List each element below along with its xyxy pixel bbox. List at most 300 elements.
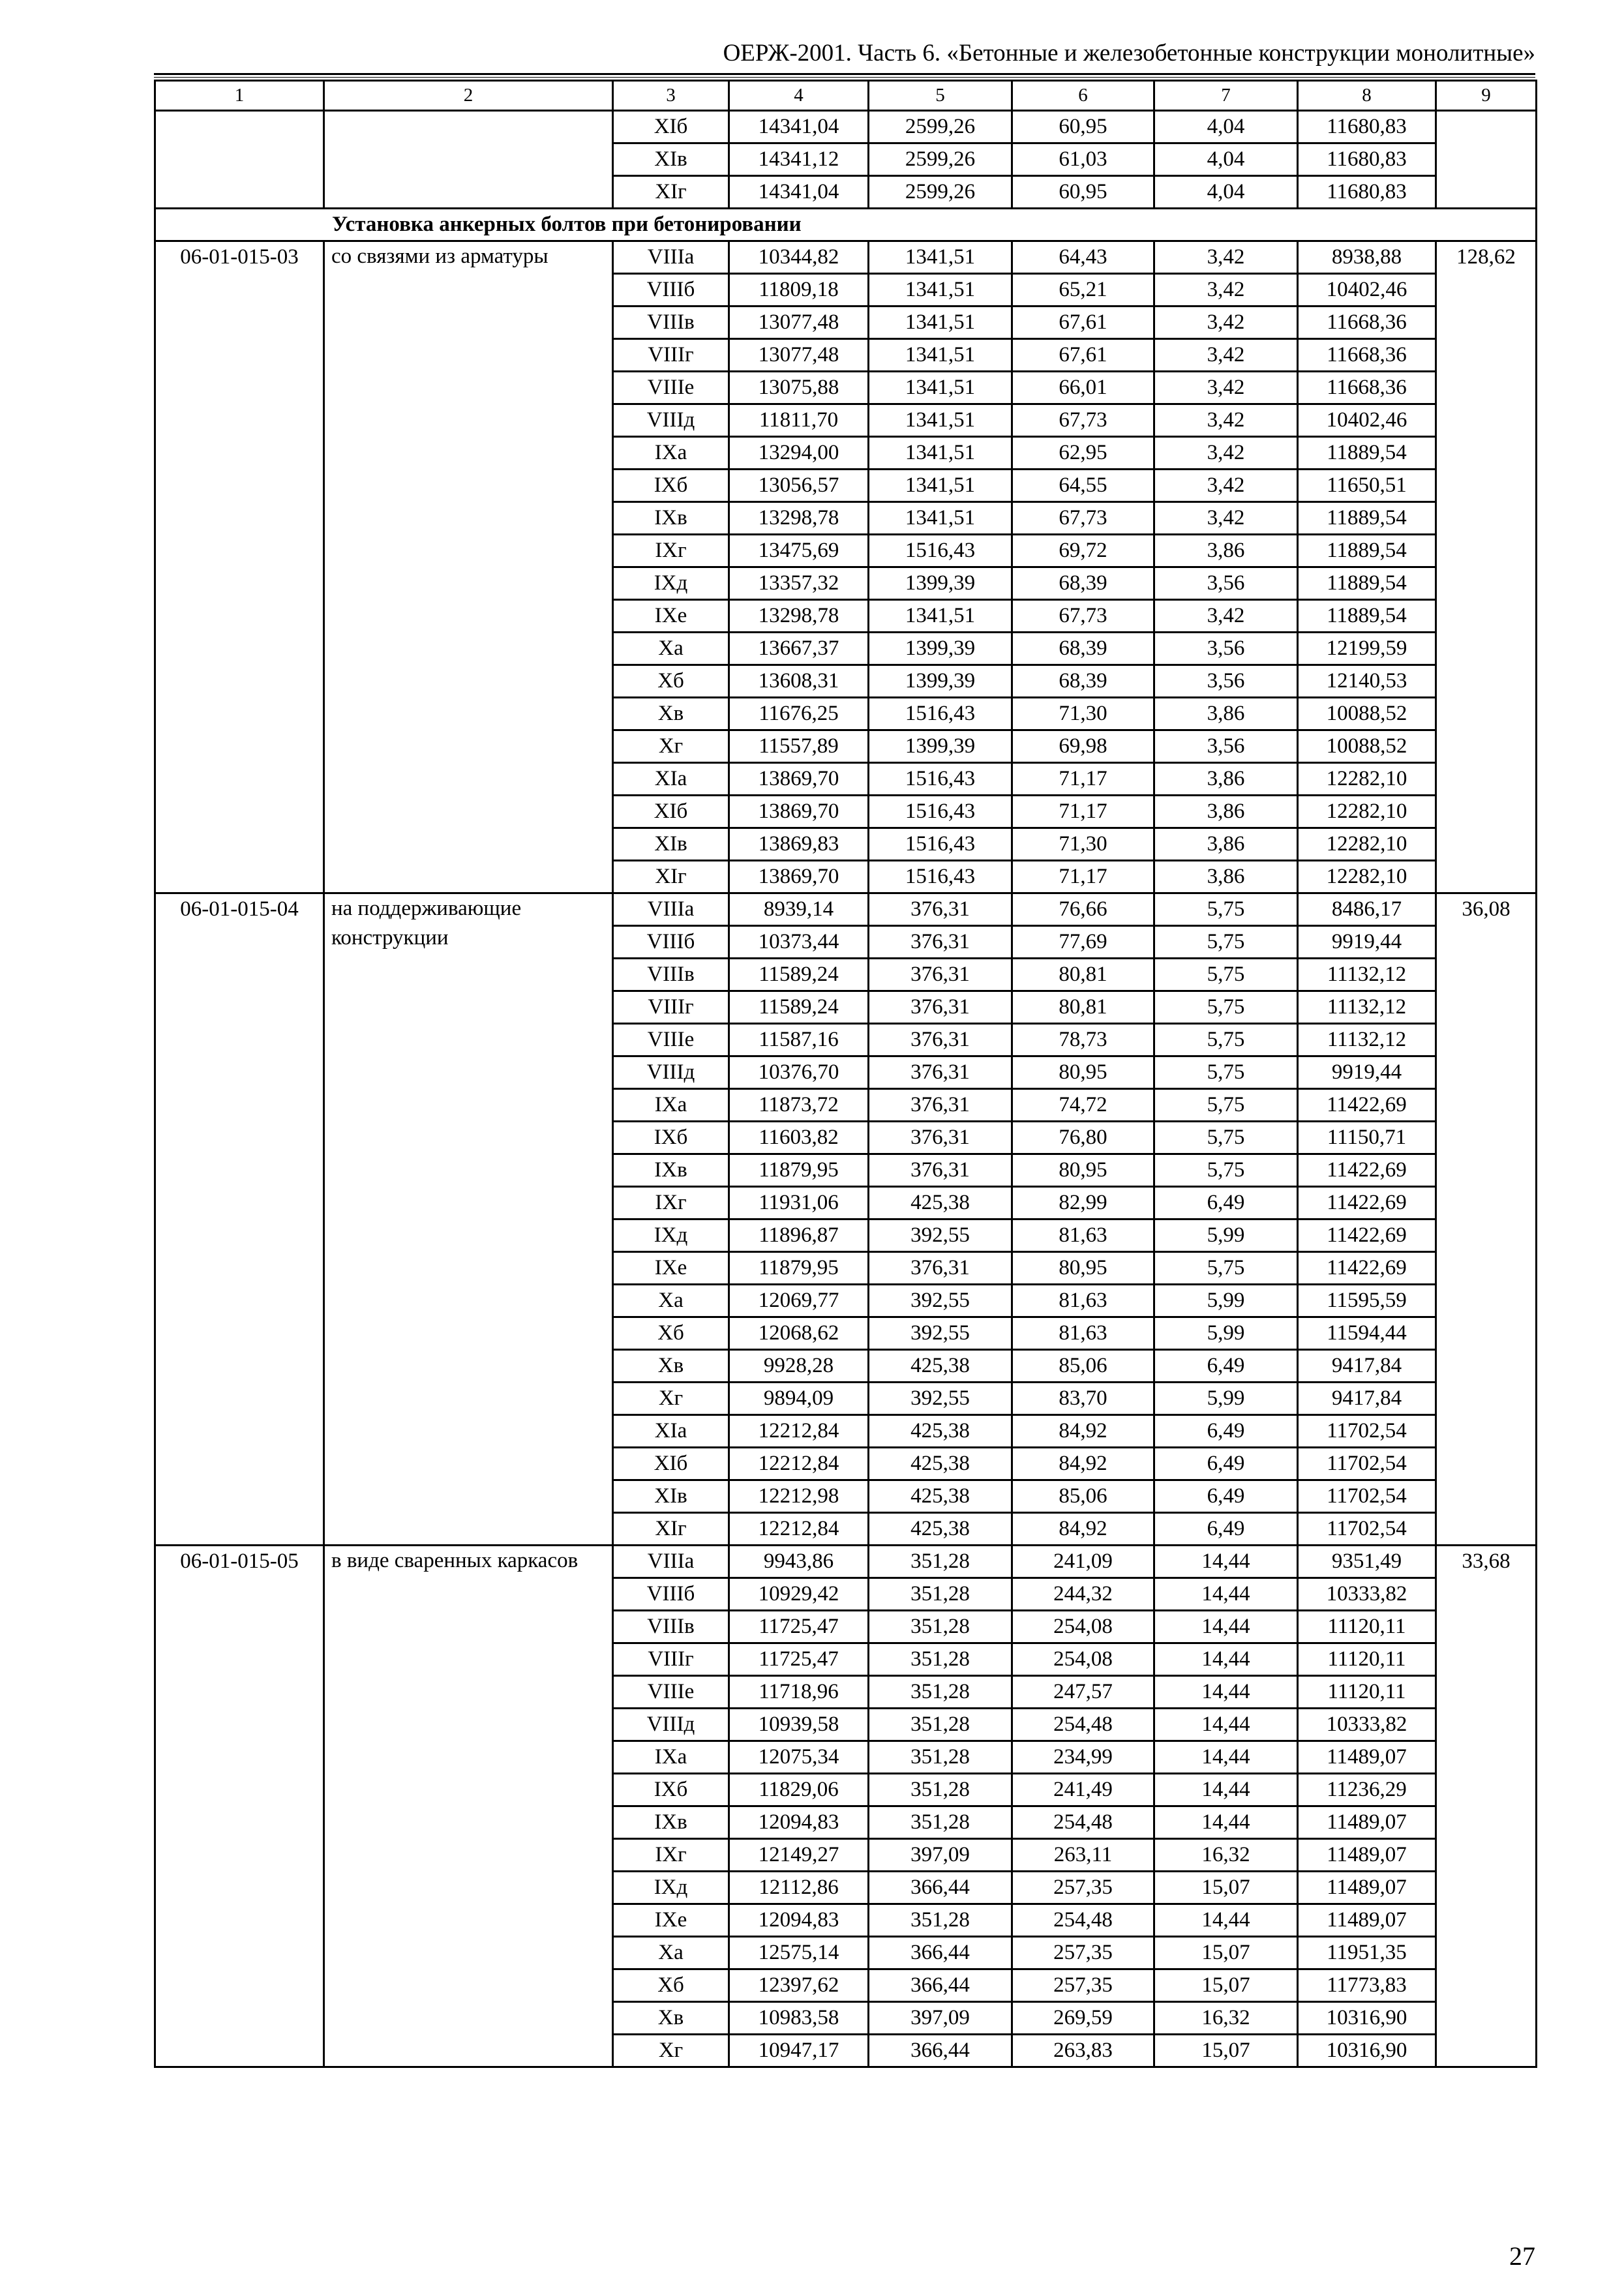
region-code: Xв xyxy=(613,1350,729,1383)
materials-cost: 9919,44 xyxy=(1298,926,1436,959)
region-code: IXв xyxy=(613,1154,729,1187)
wages: 351,28 xyxy=(869,1676,1012,1709)
machine-cost: 74,72 xyxy=(1012,1089,1154,1122)
table-row xyxy=(155,1546,1537,1578)
machine-cost: 67,73 xyxy=(1012,404,1154,437)
norm-cell xyxy=(1436,111,1537,209)
machinist-wages: 3,42 xyxy=(1154,600,1298,633)
item-name: на поддерживающие конструкции xyxy=(324,893,613,1546)
machine-cost: 247,57 xyxy=(1012,1676,1154,1709)
wages: 1399,39 xyxy=(869,633,1012,665)
materials-cost: 11489,07 xyxy=(1298,1904,1436,1937)
wages: 392,55 xyxy=(869,1383,1012,1415)
total-cost: 13869,70 xyxy=(729,763,869,796)
region-code: VIIIд xyxy=(613,1056,729,1089)
machine-cost: 85,06 xyxy=(1012,1480,1154,1513)
machinist-wages: 3,86 xyxy=(1154,535,1298,567)
region-code: VIIIа xyxy=(613,241,729,274)
total-cost: 14341,04 xyxy=(729,176,869,209)
wages: 351,28 xyxy=(869,1611,1012,1643)
machine-cost: 67,61 xyxy=(1012,339,1154,372)
materials-cost: 10316,90 xyxy=(1298,2035,1436,2067)
materials-cost: 11773,83 xyxy=(1298,1969,1436,2002)
machinist-wages: 3,86 xyxy=(1154,861,1298,893)
table-body xyxy=(155,81,1537,2067)
total-cost: 13294,00 xyxy=(729,437,869,470)
region-code: Xа xyxy=(613,1285,729,1317)
region-code: XIг xyxy=(613,1513,729,1546)
wages: 351,28 xyxy=(869,1774,1012,1806)
machine-cost: 81,63 xyxy=(1012,1317,1154,1350)
region-code: VIIIб xyxy=(613,1578,729,1611)
machinist-wages: 14,44 xyxy=(1154,1806,1298,1839)
machine-cost: 68,39 xyxy=(1012,665,1154,698)
materials-cost: 9417,84 xyxy=(1298,1350,1436,1383)
region-code: VIIIа xyxy=(613,1546,729,1578)
total-cost: 12068,62 xyxy=(729,1317,869,1350)
region-code: Xб xyxy=(613,665,729,698)
materials-cost: 11120,11 xyxy=(1298,1611,1436,1643)
total-cost: 13608,31 xyxy=(729,665,869,698)
total-cost: 10344,82 xyxy=(729,241,869,274)
region-code: Xг xyxy=(613,1383,729,1415)
region-code: IXд xyxy=(613,567,729,600)
machinist-wages: 5,75 xyxy=(1154,1122,1298,1154)
total-cost: 11589,24 xyxy=(729,959,869,991)
wages: 351,28 xyxy=(869,1546,1012,1578)
header-rule-thin xyxy=(154,77,1535,78)
wages: 1516,43 xyxy=(869,763,1012,796)
column-number-row xyxy=(155,81,1537,111)
materials-cost: 11422,69 xyxy=(1298,1187,1436,1219)
total-cost: 13077,48 xyxy=(729,339,869,372)
total-cost: 11676,25 xyxy=(729,698,869,730)
machinist-wages: 6,49 xyxy=(1154,1513,1298,1546)
machinist-wages: 3,56 xyxy=(1154,665,1298,698)
region-code: VIIIд xyxy=(613,1709,729,1741)
materials-cost: 11120,11 xyxy=(1298,1643,1436,1676)
machinist-wages: 3,42 xyxy=(1154,470,1298,502)
machine-cost: 81,63 xyxy=(1012,1219,1154,1252)
wages: 392,55 xyxy=(869,1285,1012,1317)
machine-cost: 84,92 xyxy=(1012,1415,1154,1448)
materials-cost: 11668,36 xyxy=(1298,339,1436,372)
table-row xyxy=(155,111,1537,143)
materials-cost: 11951,35 xyxy=(1298,1937,1436,1969)
wages: 392,55 xyxy=(869,1317,1012,1350)
total-cost: 12069,77 xyxy=(729,1285,869,1317)
total-cost: 8939,14 xyxy=(729,893,869,926)
column-number: 7 xyxy=(1154,81,1298,111)
machinist-wages: 15,07 xyxy=(1154,1937,1298,1969)
column-number: 9 xyxy=(1436,81,1537,111)
total-cost: 13056,57 xyxy=(729,470,869,502)
machinist-wages: 3,86 xyxy=(1154,828,1298,861)
materials-cost: 11702,54 xyxy=(1298,1480,1436,1513)
machine-cost: 71,30 xyxy=(1012,828,1154,861)
total-cost: 12212,84 xyxy=(729,1415,869,1448)
materials-cost: 11668,36 xyxy=(1298,372,1436,404)
total-cost: 11587,16 xyxy=(729,1024,869,1056)
region-code: IXг xyxy=(613,535,729,567)
page-header-title: ОЕРЖ-2001. Часть 6. «Бетонные и железобетонные конструкции монолитные» xyxy=(723,40,1535,67)
machinist-wages: 3,56 xyxy=(1154,730,1298,763)
code-cell xyxy=(155,111,324,209)
materials-cost: 11680,83 xyxy=(1298,111,1436,143)
materials-cost: 9919,44 xyxy=(1298,1056,1436,1089)
machine-cost: 263,11 xyxy=(1012,1839,1154,1872)
materials-cost: 11650,51 xyxy=(1298,470,1436,502)
total-cost: 11829,06 xyxy=(729,1774,869,1806)
machinist-wages: 6,49 xyxy=(1154,1480,1298,1513)
region-code: IXв xyxy=(613,1806,729,1839)
region-code: IXе xyxy=(613,1904,729,1937)
wages: 1341,51 xyxy=(869,241,1012,274)
materials-cost: 10333,82 xyxy=(1298,1578,1436,1611)
machine-cost: 254,48 xyxy=(1012,1709,1154,1741)
region-code: XIа xyxy=(613,763,729,796)
name-cell xyxy=(324,111,613,209)
wages: 425,38 xyxy=(869,1480,1012,1513)
wages: 425,38 xyxy=(869,1448,1012,1480)
materials-cost: 11594,44 xyxy=(1298,1317,1436,1350)
column-number: 1 xyxy=(155,81,324,111)
machine-cost: 254,48 xyxy=(1012,1806,1154,1839)
region-code: VIIIе xyxy=(613,1676,729,1709)
region-code: XIг xyxy=(613,176,729,209)
total-cost: 13298,78 xyxy=(729,502,869,535)
total-cost: 11811,70 xyxy=(729,404,869,437)
region-code: XIг xyxy=(613,861,729,893)
machine-cost: 257,35 xyxy=(1012,1969,1154,2002)
machine-cost: 254,08 xyxy=(1012,1611,1154,1643)
total-cost: 12112,86 xyxy=(729,1872,869,1904)
machinist-wages: 3,42 xyxy=(1154,404,1298,437)
machine-cost: 71,17 xyxy=(1012,861,1154,893)
machinist-wages: 14,44 xyxy=(1154,1741,1298,1774)
wages: 351,28 xyxy=(869,1578,1012,1611)
total-cost: 13869,83 xyxy=(729,828,869,861)
region-code: IXа xyxy=(613,437,729,470)
total-cost: 10929,42 xyxy=(729,1578,869,1611)
machinist-wages: 4,04 xyxy=(1154,176,1298,209)
region-code: XIв xyxy=(613,828,729,861)
wages: 376,31 xyxy=(869,1154,1012,1187)
machinist-wages: 6,49 xyxy=(1154,1187,1298,1219)
wages: 366,44 xyxy=(869,1872,1012,1904)
materials-cost: 8486,17 xyxy=(1298,893,1436,926)
materials-cost: 11680,83 xyxy=(1298,143,1436,176)
materials-cost: 11236,29 xyxy=(1298,1774,1436,1806)
wages: 1341,51 xyxy=(869,470,1012,502)
total-cost: 10373,44 xyxy=(729,926,869,959)
machinist-wages: 3,42 xyxy=(1154,372,1298,404)
total-cost: 12397,62 xyxy=(729,1969,869,2002)
total-cost: 14341,04 xyxy=(729,111,869,143)
materials-cost: 10088,52 xyxy=(1298,698,1436,730)
wages: 425,38 xyxy=(869,1187,1012,1219)
machine-cost: 76,66 xyxy=(1012,893,1154,926)
region-code: VIIIе xyxy=(613,1024,729,1056)
machine-cost: 60,95 xyxy=(1012,176,1154,209)
region-code: IXг xyxy=(613,1839,729,1872)
materials-cost: 8938,88 xyxy=(1298,241,1436,274)
wages: 1341,51 xyxy=(869,600,1012,633)
total-cost: 13075,88 xyxy=(729,372,869,404)
machine-cost: 61,03 xyxy=(1012,143,1154,176)
wages: 376,31 xyxy=(869,926,1012,959)
machinist-wages: 16,32 xyxy=(1154,1839,1298,1872)
section-title: Установка анкерных болтов при бетонировании xyxy=(155,209,1537,241)
materials-cost: 11595,59 xyxy=(1298,1285,1436,1317)
wages: 376,31 xyxy=(869,991,1012,1024)
machine-cost: 68,39 xyxy=(1012,633,1154,665)
wages: 1341,51 xyxy=(869,307,1012,339)
machinist-wages: 3,56 xyxy=(1154,633,1298,665)
machine-cost: 80,81 xyxy=(1012,959,1154,991)
total-cost: 13077,48 xyxy=(729,307,869,339)
materials-cost: 11422,69 xyxy=(1298,1089,1436,1122)
machine-cost: 62,95 xyxy=(1012,437,1154,470)
wages: 351,28 xyxy=(869,1806,1012,1839)
region-code: IXд xyxy=(613,1872,729,1904)
wages: 1399,39 xyxy=(869,567,1012,600)
column-number: 4 xyxy=(729,81,869,111)
machine-cost: 269,59 xyxy=(1012,2002,1154,2035)
total-cost: 11725,47 xyxy=(729,1611,869,1643)
section-row xyxy=(155,209,1537,241)
machinist-wages: 5,99 xyxy=(1154,1285,1298,1317)
wages: 1341,51 xyxy=(869,502,1012,535)
labor-norm: 36,08 xyxy=(1436,893,1537,1546)
wages: 1516,43 xyxy=(869,828,1012,861)
total-cost: 12094,83 xyxy=(729,1806,869,1839)
machinist-wages: 5,75 xyxy=(1154,926,1298,959)
materials-cost: 10316,90 xyxy=(1298,2002,1436,2035)
total-cost: 14341,12 xyxy=(729,143,869,176)
total-cost: 13357,32 xyxy=(729,567,869,600)
total-cost: 11896,87 xyxy=(729,1219,869,1252)
machine-cost: 82,99 xyxy=(1012,1187,1154,1219)
wages: 1516,43 xyxy=(869,796,1012,828)
machine-cost: 263,83 xyxy=(1012,2035,1154,2067)
machinist-wages: 16,32 xyxy=(1154,2002,1298,2035)
region-code: IXа xyxy=(613,1741,729,1774)
machinist-wages: 14,44 xyxy=(1154,1643,1298,1676)
machine-cost: 241,49 xyxy=(1012,1774,1154,1806)
machinist-wages: 4,04 xyxy=(1154,111,1298,143)
machine-cost: 76,80 xyxy=(1012,1122,1154,1154)
machinist-wages: 3,86 xyxy=(1154,698,1298,730)
region-code: IXг xyxy=(613,1187,729,1219)
wages: 1341,51 xyxy=(869,339,1012,372)
materials-cost: 11889,54 xyxy=(1298,600,1436,633)
total-cost: 10376,70 xyxy=(729,1056,869,1089)
machinist-wages: 3,42 xyxy=(1154,241,1298,274)
materials-cost: 11489,07 xyxy=(1298,1741,1436,1774)
total-cost: 13667,37 xyxy=(729,633,869,665)
region-code: XIб xyxy=(613,796,729,828)
region-code: Xг xyxy=(613,2035,729,2067)
machine-cost: 77,69 xyxy=(1012,926,1154,959)
materials-cost: 11889,54 xyxy=(1298,567,1436,600)
machinist-wages: 5,99 xyxy=(1154,1383,1298,1415)
machinist-wages: 6,49 xyxy=(1154,1448,1298,1480)
machinist-wages: 3,86 xyxy=(1154,796,1298,828)
total-cost: 12575,14 xyxy=(729,1937,869,1969)
machinist-wages: 6,49 xyxy=(1154,1350,1298,1383)
wages: 351,28 xyxy=(869,1741,1012,1774)
region-code: IXе xyxy=(613,600,729,633)
materials-cost: 10402,46 xyxy=(1298,404,1436,437)
materials-cost: 12140,53 xyxy=(1298,665,1436,698)
region-code: VIIIв xyxy=(613,1611,729,1643)
column-number: 2 xyxy=(324,81,613,111)
region-code: IXа xyxy=(613,1089,729,1122)
wages: 425,38 xyxy=(869,1513,1012,1546)
machinist-wages: 5,99 xyxy=(1154,1219,1298,1252)
machine-cost: 83,70 xyxy=(1012,1383,1154,1415)
machine-cost: 80,95 xyxy=(1012,1252,1154,1285)
machine-cost: 66,01 xyxy=(1012,372,1154,404)
machine-cost: 254,08 xyxy=(1012,1643,1154,1676)
total-cost: 9928,28 xyxy=(729,1350,869,1383)
machinist-wages: 5,75 xyxy=(1154,1056,1298,1089)
materials-cost: 11422,69 xyxy=(1298,1154,1436,1187)
materials-cost: 11889,54 xyxy=(1298,437,1436,470)
materials-cost: 11132,12 xyxy=(1298,959,1436,991)
machine-cost: 257,35 xyxy=(1012,1937,1154,1969)
materials-cost: 10088,52 xyxy=(1298,730,1436,763)
total-cost: 11603,82 xyxy=(729,1122,869,1154)
total-cost: 11725,47 xyxy=(729,1643,869,1676)
region-code: IXе xyxy=(613,1252,729,1285)
materials-cost: 11489,07 xyxy=(1298,1839,1436,1872)
region-code: Xб xyxy=(613,1969,729,2002)
machinist-wages: 5,75 xyxy=(1154,959,1298,991)
total-cost: 12212,84 xyxy=(729,1513,869,1546)
machinist-wages: 3,56 xyxy=(1154,567,1298,600)
region-code: VIIIб xyxy=(613,926,729,959)
region-code: Xб xyxy=(613,1317,729,1350)
machinist-wages: 3,42 xyxy=(1154,274,1298,307)
materials-cost: 11702,54 xyxy=(1298,1513,1436,1546)
table-row xyxy=(155,893,1537,926)
machine-cost: 84,92 xyxy=(1012,1448,1154,1480)
materials-cost: 11422,69 xyxy=(1298,1219,1436,1252)
machinist-wages: 5,99 xyxy=(1154,1317,1298,1350)
total-cost: 12149,27 xyxy=(729,1839,869,1872)
machinist-wages: 3,42 xyxy=(1154,307,1298,339)
header-rule-thick xyxy=(154,73,1535,75)
wages: 1516,43 xyxy=(869,861,1012,893)
total-cost: 11879,95 xyxy=(729,1252,869,1285)
materials-cost: 12282,10 xyxy=(1298,828,1436,861)
region-code: VIIIг xyxy=(613,1643,729,1676)
wages: 376,31 xyxy=(869,1122,1012,1154)
column-number: 3 xyxy=(613,81,729,111)
machine-cost: 65,21 xyxy=(1012,274,1154,307)
machinist-wages: 4,04 xyxy=(1154,143,1298,176)
machine-cost: 80,95 xyxy=(1012,1056,1154,1089)
region-code: XIв xyxy=(613,1480,729,1513)
total-cost: 11873,72 xyxy=(729,1089,869,1122)
region-code: XIб xyxy=(613,111,729,143)
materials-cost: 11889,54 xyxy=(1298,535,1436,567)
total-cost: 13475,69 xyxy=(729,535,869,567)
wages: 1341,51 xyxy=(869,274,1012,307)
labor-norm: 128,62 xyxy=(1436,241,1537,893)
wages: 366,44 xyxy=(869,1969,1012,2002)
region-code: VIIIб xyxy=(613,274,729,307)
materials-cost: 11489,07 xyxy=(1298,1872,1436,1904)
wages: 397,09 xyxy=(869,1839,1012,1872)
wages: 376,31 xyxy=(869,1252,1012,1285)
item-name: в виде сваренных каркасов xyxy=(324,1546,613,2067)
region-code: IXб xyxy=(613,1774,729,1806)
machine-cost: 241,09 xyxy=(1012,1546,1154,1578)
total-cost: 10939,58 xyxy=(729,1709,869,1741)
machine-cost: 69,98 xyxy=(1012,730,1154,763)
materials-cost: 11702,54 xyxy=(1298,1448,1436,1480)
wages: 376,31 xyxy=(869,1089,1012,1122)
wages: 366,44 xyxy=(869,2035,1012,2067)
region-code: Xа xyxy=(613,1937,729,1969)
machinist-wages: 14,44 xyxy=(1154,1578,1298,1611)
materials-cost: 11680,83 xyxy=(1298,176,1436,209)
region-code: XIа xyxy=(613,1415,729,1448)
region-code: IXб xyxy=(613,1122,729,1154)
page-number: 27 xyxy=(1509,2241,1535,2271)
machine-cost: 71,30 xyxy=(1012,698,1154,730)
region-code: VIIIг xyxy=(613,991,729,1024)
total-cost: 11557,89 xyxy=(729,730,869,763)
machinist-wages: 5,75 xyxy=(1154,893,1298,926)
wages: 392,55 xyxy=(869,1219,1012,1252)
total-cost: 11589,24 xyxy=(729,991,869,1024)
total-cost: 12094,83 xyxy=(729,1904,869,1937)
region-code: VIIIв xyxy=(613,307,729,339)
region-code: XIб xyxy=(613,1448,729,1480)
wages: 1516,43 xyxy=(869,698,1012,730)
region-code: Xг xyxy=(613,730,729,763)
wages: 376,31 xyxy=(869,1024,1012,1056)
materials-cost: 9351,49 xyxy=(1298,1546,1436,1578)
machine-cost: 80,95 xyxy=(1012,1154,1154,1187)
wages: 425,38 xyxy=(869,1415,1012,1448)
wages: 1341,51 xyxy=(869,372,1012,404)
wages: 1341,51 xyxy=(869,404,1012,437)
machinist-wages: 5,75 xyxy=(1154,1154,1298,1187)
machine-cost: 81,63 xyxy=(1012,1285,1154,1317)
region-code: IXв xyxy=(613,502,729,535)
total-cost: 12212,98 xyxy=(729,1480,869,1513)
machine-cost: 85,06 xyxy=(1012,1350,1154,1383)
machine-cost: 69,72 xyxy=(1012,535,1154,567)
machine-cost: 67,73 xyxy=(1012,600,1154,633)
machine-cost: 64,43 xyxy=(1012,241,1154,274)
wages: 351,28 xyxy=(869,1643,1012,1676)
materials-cost: 12282,10 xyxy=(1298,796,1436,828)
materials-cost: 10402,46 xyxy=(1298,274,1436,307)
column-number: 6 xyxy=(1012,81,1154,111)
total-cost: 9894,09 xyxy=(729,1383,869,1415)
machinist-wages: 15,07 xyxy=(1154,1872,1298,1904)
wages: 2599,26 xyxy=(869,176,1012,209)
region-code: VIIIа xyxy=(613,893,729,926)
region-code: VIIIд xyxy=(613,404,729,437)
total-cost: 11879,95 xyxy=(729,1154,869,1187)
